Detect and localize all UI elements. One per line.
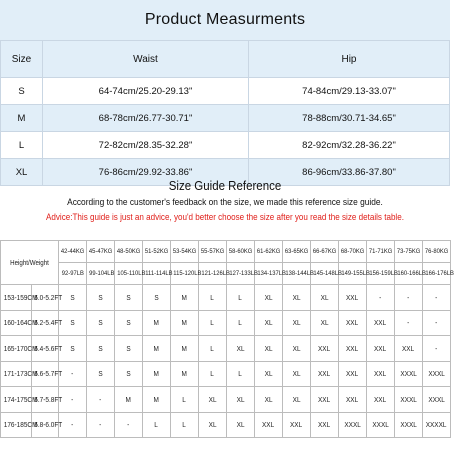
height-ft-cell [32,285,63,311]
size-cell [59,412,87,438]
size-value: XXXXL [426,420,447,430]
height-ft-label: 5.0-5.2FT [34,292,63,302]
weight-lb-header [115,263,146,285]
size-value: XXXL [400,420,417,430]
height-cm-label: 165-170CM [3,343,38,353]
size-cell [227,387,255,413]
waist-cell: 64-74cm/25.20-29.13" [43,78,249,105]
size-value: L [238,292,243,302]
size-grid-row [1,285,451,311]
size-cell [87,361,115,387]
size-grid-row [1,336,451,362]
size-cell [171,361,199,387]
weight-kg-header [199,241,227,263]
hip-header: Hip [249,41,450,78]
weight-lb-label: 115-120LB [173,270,202,277]
size-value: L [210,292,215,302]
size-cell [255,310,283,336]
weight-lb-header [143,263,171,285]
weight-lb-header [311,263,342,285]
size-cell [423,387,451,413]
size-cell [283,285,311,311]
size-cell [87,412,115,438]
size-value: XXXL [428,394,445,404]
size-value: XXXL [428,369,445,379]
size-value: XXL [346,343,359,353]
weight-kg-label: 63-65KG [284,248,309,255]
size-cell [367,412,395,438]
weight-lb-label: 149-155LB [341,270,370,277]
size-cell [115,412,143,438]
size-value: S [98,318,103,328]
size-cell [143,361,171,387]
weight-lb-header [199,263,230,285]
size-header: Size [1,41,43,78]
weight-kg-header [367,241,395,263]
size-guide-section [0,172,450,224]
size-value: XL [264,292,273,302]
size-cell [59,285,87,311]
height-cm-cell [1,310,38,336]
size-value: L [182,394,187,404]
size-value: S [98,343,103,353]
size-value: XXL [374,343,387,353]
size-cell [227,361,255,387]
size-value: S [126,318,131,328]
size-guide-note: According to the customer's feedback on the size, we made this reference size guide. [67,197,383,208]
weight-lb-header [171,263,202,285]
size-value: - [99,394,102,404]
size-cell [87,310,115,336]
size-cell [339,310,367,336]
size-guide-advice: Advice:This guide is just an advice, you'd better choose the size after you read the size details table. [46,212,404,223]
size-cell [339,336,367,362]
measurements-header-row [1,41,450,78]
size-value: XL [236,420,245,430]
weight-lb-label: 92-97LB [61,270,84,277]
size-value: XXL [318,343,331,353]
size-value: M [153,369,160,379]
size-value: L [210,369,215,379]
size-value: XXL [374,394,387,404]
size-value: - [71,369,74,379]
height-cm-label: 176-185CM [3,420,38,430]
size-cell [395,336,423,362]
size-cell: S [1,78,43,105]
size-cell [339,285,367,311]
size-value: L [182,420,187,430]
size-cell [59,336,87,362]
size-cell [311,361,339,387]
size-value: XXXL [400,394,417,404]
weight-lb-header [283,263,314,285]
size-cell [283,310,311,336]
size-value: S [98,369,103,379]
measurements-row [1,132,450,159]
size-cell [367,336,395,362]
size-cell [367,361,395,387]
measurements-row [1,78,450,105]
weight-lb-label: 111-114LB [145,270,173,277]
hip-cell: 82-92cm/32.28-36.22" [249,132,450,159]
weight-lb-label: 127-133LB [229,270,258,277]
size-value: XL [264,369,273,379]
size-value: XL [264,318,273,328]
weight-kg-label: 51-52KG [144,248,169,255]
size-grid-row [1,387,451,413]
weight-kg-label: 58-60KG [228,248,253,255]
size-value: L [238,369,243,379]
weight-lb-label: 156-159LB [369,270,398,277]
size-grid-table [0,240,454,438]
size-cell [199,310,227,336]
size-cell [255,285,283,311]
height-ft-label: 5.4-5.6FT [34,343,63,353]
size-grid-row [1,361,451,387]
size-grid-row [1,412,451,438]
weight-lb-label: 105-110LB [117,270,146,277]
size-cell [311,412,339,438]
size-cell [59,310,87,336]
size-value: XL [292,369,301,379]
size-cell [115,285,143,311]
size-cell: L [1,132,43,159]
measurements-row [1,105,450,132]
size-cell [171,285,199,311]
weight-lb-label: 99-104LB [89,270,115,277]
height-ft-label: 5.2-5.4FT [34,318,63,328]
size-value: S [154,292,159,302]
size-cell [395,412,423,438]
size-cell [171,387,199,413]
size-cell [171,412,199,438]
size-cell [367,310,395,336]
size-cell [199,387,227,413]
size-cell [395,361,423,387]
size-value: S [126,369,131,379]
weight-kg-header [143,241,171,263]
size-value: XXL [318,369,331,379]
size-value: XL [292,343,301,353]
waist-cell: 76-86cm/29.92-33.86" [43,159,249,186]
size-cell [227,310,255,336]
size-cell [115,310,143,336]
weight-kg-label: 68-70KG [340,248,365,255]
measurements-table [0,40,450,186]
height-cm-cell [1,387,38,413]
size-cell [311,336,339,362]
weight-lb-header [423,263,454,285]
size-value: XL [320,318,329,328]
size-cell [171,336,199,362]
weight-kg-label: 55-57KG [200,248,225,255]
weight-kg-header [115,241,143,263]
size-cell [283,336,311,362]
size-value: XXL [318,394,331,404]
size-cell [199,361,227,387]
size-value: XL [292,292,301,302]
size-value: XXL [346,394,359,404]
size-cell [311,285,339,311]
size-value: M [153,394,160,404]
size-value: L [210,343,215,353]
size-value: XL [320,292,329,302]
size-value: M [125,394,132,404]
height-cm-cell [1,336,38,362]
weight-lb-header [227,263,258,285]
weight-lb-row [1,263,451,285]
size-value: XXL [346,369,359,379]
size-value: S [126,343,131,353]
size-cell [423,361,451,387]
size-cell [115,361,143,387]
size-cell [339,412,367,438]
size-value: XL [264,394,273,404]
size-cell [199,336,227,362]
size-cell [423,285,451,311]
size-value: XXL [374,369,387,379]
size-cell [143,310,171,336]
size-value: S [70,318,75,328]
size-value: XL [292,394,301,404]
weight-kg-header [87,241,115,263]
size-value: M [153,343,160,353]
size-grid-row [1,310,451,336]
size-cell [283,361,311,387]
size-value: XXL [346,292,359,302]
waist-cell: 72-82cm/28.35-32.28" [43,132,249,159]
size-value: L [210,318,215,328]
size-cell [395,285,423,311]
size-value: XL [264,343,273,353]
weight-lb-label: 121-126LB [201,270,230,277]
size-cell [423,336,451,362]
height-ft-cell [32,387,63,413]
weight-kg-label: 42-44KG [60,248,85,255]
size-cell [283,387,311,413]
corner-label: Height/Weight [10,258,49,267]
size-value: - [407,318,410,328]
size-value: S [70,292,75,302]
height-cm-cell [1,412,38,438]
size-cell [143,412,171,438]
size-value: - [71,394,74,404]
size-value: S [70,343,75,353]
size-cell [395,387,423,413]
size-value: - [99,420,102,430]
height-ft-cell [32,336,63,362]
size-cell [255,361,283,387]
waist-header: Waist [43,41,249,78]
weight-kg-header [255,241,283,263]
size-value: - [435,343,438,353]
size-cell [283,412,311,438]
size-cell [87,387,115,413]
height-cm-cell [1,361,38,387]
weight-lb-label: 160-166LB [397,270,426,277]
size-value: M [181,343,188,353]
weight-lb-header [87,263,115,285]
weight-kg-header [339,241,367,263]
height-cm-label: 174-175CM [3,394,38,404]
size-value: XL [236,343,245,353]
weight-kg-label: 53-54KG [172,248,197,255]
size-value: XXXL [372,420,389,430]
height-ft-cell [32,412,63,438]
weight-lb-label: 138-144LB [285,270,314,277]
size-cell [255,387,283,413]
height-ft-cell [32,361,63,387]
weight-lb-label: 134-137LB [257,270,286,277]
size-value: XXL [318,420,331,430]
size-cell [87,285,115,311]
height-ft-label: 5.6-5.7FT [34,369,63,379]
height-ft-label: 5.8-6.0FT [34,420,63,430]
height-weight-corner [1,241,59,285]
size-cell [255,336,283,362]
size-cell [59,387,87,413]
hip-cell: 86-96cm/33.86-37.80" [249,159,450,186]
size-value: S [126,292,131,302]
size-cell [227,285,255,311]
weight-kg-label: 45-47KG [88,248,113,255]
size-value: XL [208,394,217,404]
height-cm-label: 153-159CM [3,292,38,302]
size-cell [115,336,143,362]
size-value: - [127,420,130,430]
size-cell [199,412,227,438]
weight-lb-header [367,263,398,285]
size-cell [87,336,115,362]
weight-lb-label: 166-176LB [425,270,454,277]
size-value: M [181,318,188,328]
weight-kg-label: 76-80KG [424,248,449,255]
weight-lb-header [339,263,370,285]
height-cm-cell [1,285,38,311]
size-cell [171,310,199,336]
size-cell [367,387,395,413]
weight-kg-label: 71-71KG [368,248,393,255]
size-cell [339,387,367,413]
height-ft-cell [32,310,63,336]
size-cell [115,387,143,413]
weight-lb-header [255,263,286,285]
size-value: XL [292,318,301,328]
size-cell [311,387,339,413]
measurements-title: Product Measurments [0,0,450,40]
weight-kg-header [283,241,311,263]
size-cell [255,412,283,438]
weight-kg-label: 66-67KG [312,248,337,255]
waist-cell: 68-78cm/26.77-30.71" [43,105,249,132]
height-ft-label: 5.7-5.8FT [34,394,63,404]
size-value: - [435,292,438,302]
weight-lb-label: 145-148LB [313,270,342,277]
size-value: - [435,318,438,328]
size-cell [339,361,367,387]
weight-kg-label: 61-62KG [256,248,281,255]
size-value: XXL [402,343,415,353]
size-value: XXL [290,420,303,430]
size-cell [227,412,255,438]
weight-kg-header [227,241,255,263]
size-value: - [407,292,410,302]
size-value: XXXL [400,369,417,379]
size-value: L [154,420,159,430]
size-cell [143,285,171,311]
hip-cell: 74-84cm/29.13-33.07" [249,78,450,105]
height-cm-label: 160-164CM [3,318,38,328]
size-value: XL [208,420,217,430]
size-value: L [238,318,243,328]
weight-kg-label: 48-50KG [116,248,141,255]
hip-cell: 78-88cm/30.71-34.65" [249,105,450,132]
size-value: XXXL [344,420,361,430]
size-value: M [181,369,188,379]
size-value: XXL [374,318,387,328]
weight-kg-row [1,241,451,263]
size-cell [423,310,451,336]
weight-kg-header [311,241,339,263]
weight-lb-header [395,263,426,285]
size-value: M [153,318,160,328]
size-value: XL [236,394,245,404]
size-cell [143,387,171,413]
size-cell: M [1,105,43,132]
size-value: M [181,292,188,302]
weight-kg-header [171,241,199,263]
size-cell [311,310,339,336]
weight-kg-header [395,241,423,263]
size-cell [227,336,255,362]
size-guide-title: Size Guide Reference [168,179,282,193]
size-cell: XL [1,159,43,186]
size-value: XXL [346,318,359,328]
size-value: XXL [262,420,275,430]
weight-kg-label: 73-75KG [396,248,421,255]
weight-lb-header [59,263,87,285]
size-cell [423,412,451,438]
size-cell [395,310,423,336]
size-cell [143,336,171,362]
weight-kg-header [423,241,451,263]
size-cell [199,285,227,311]
size-cell [367,285,395,311]
size-value: - [71,420,74,430]
size-value: - [379,292,382,302]
height-cm-label: 171-173CM [3,369,38,379]
weight-kg-header [59,241,87,263]
size-cell [59,361,87,387]
size-value: S [98,292,103,302]
